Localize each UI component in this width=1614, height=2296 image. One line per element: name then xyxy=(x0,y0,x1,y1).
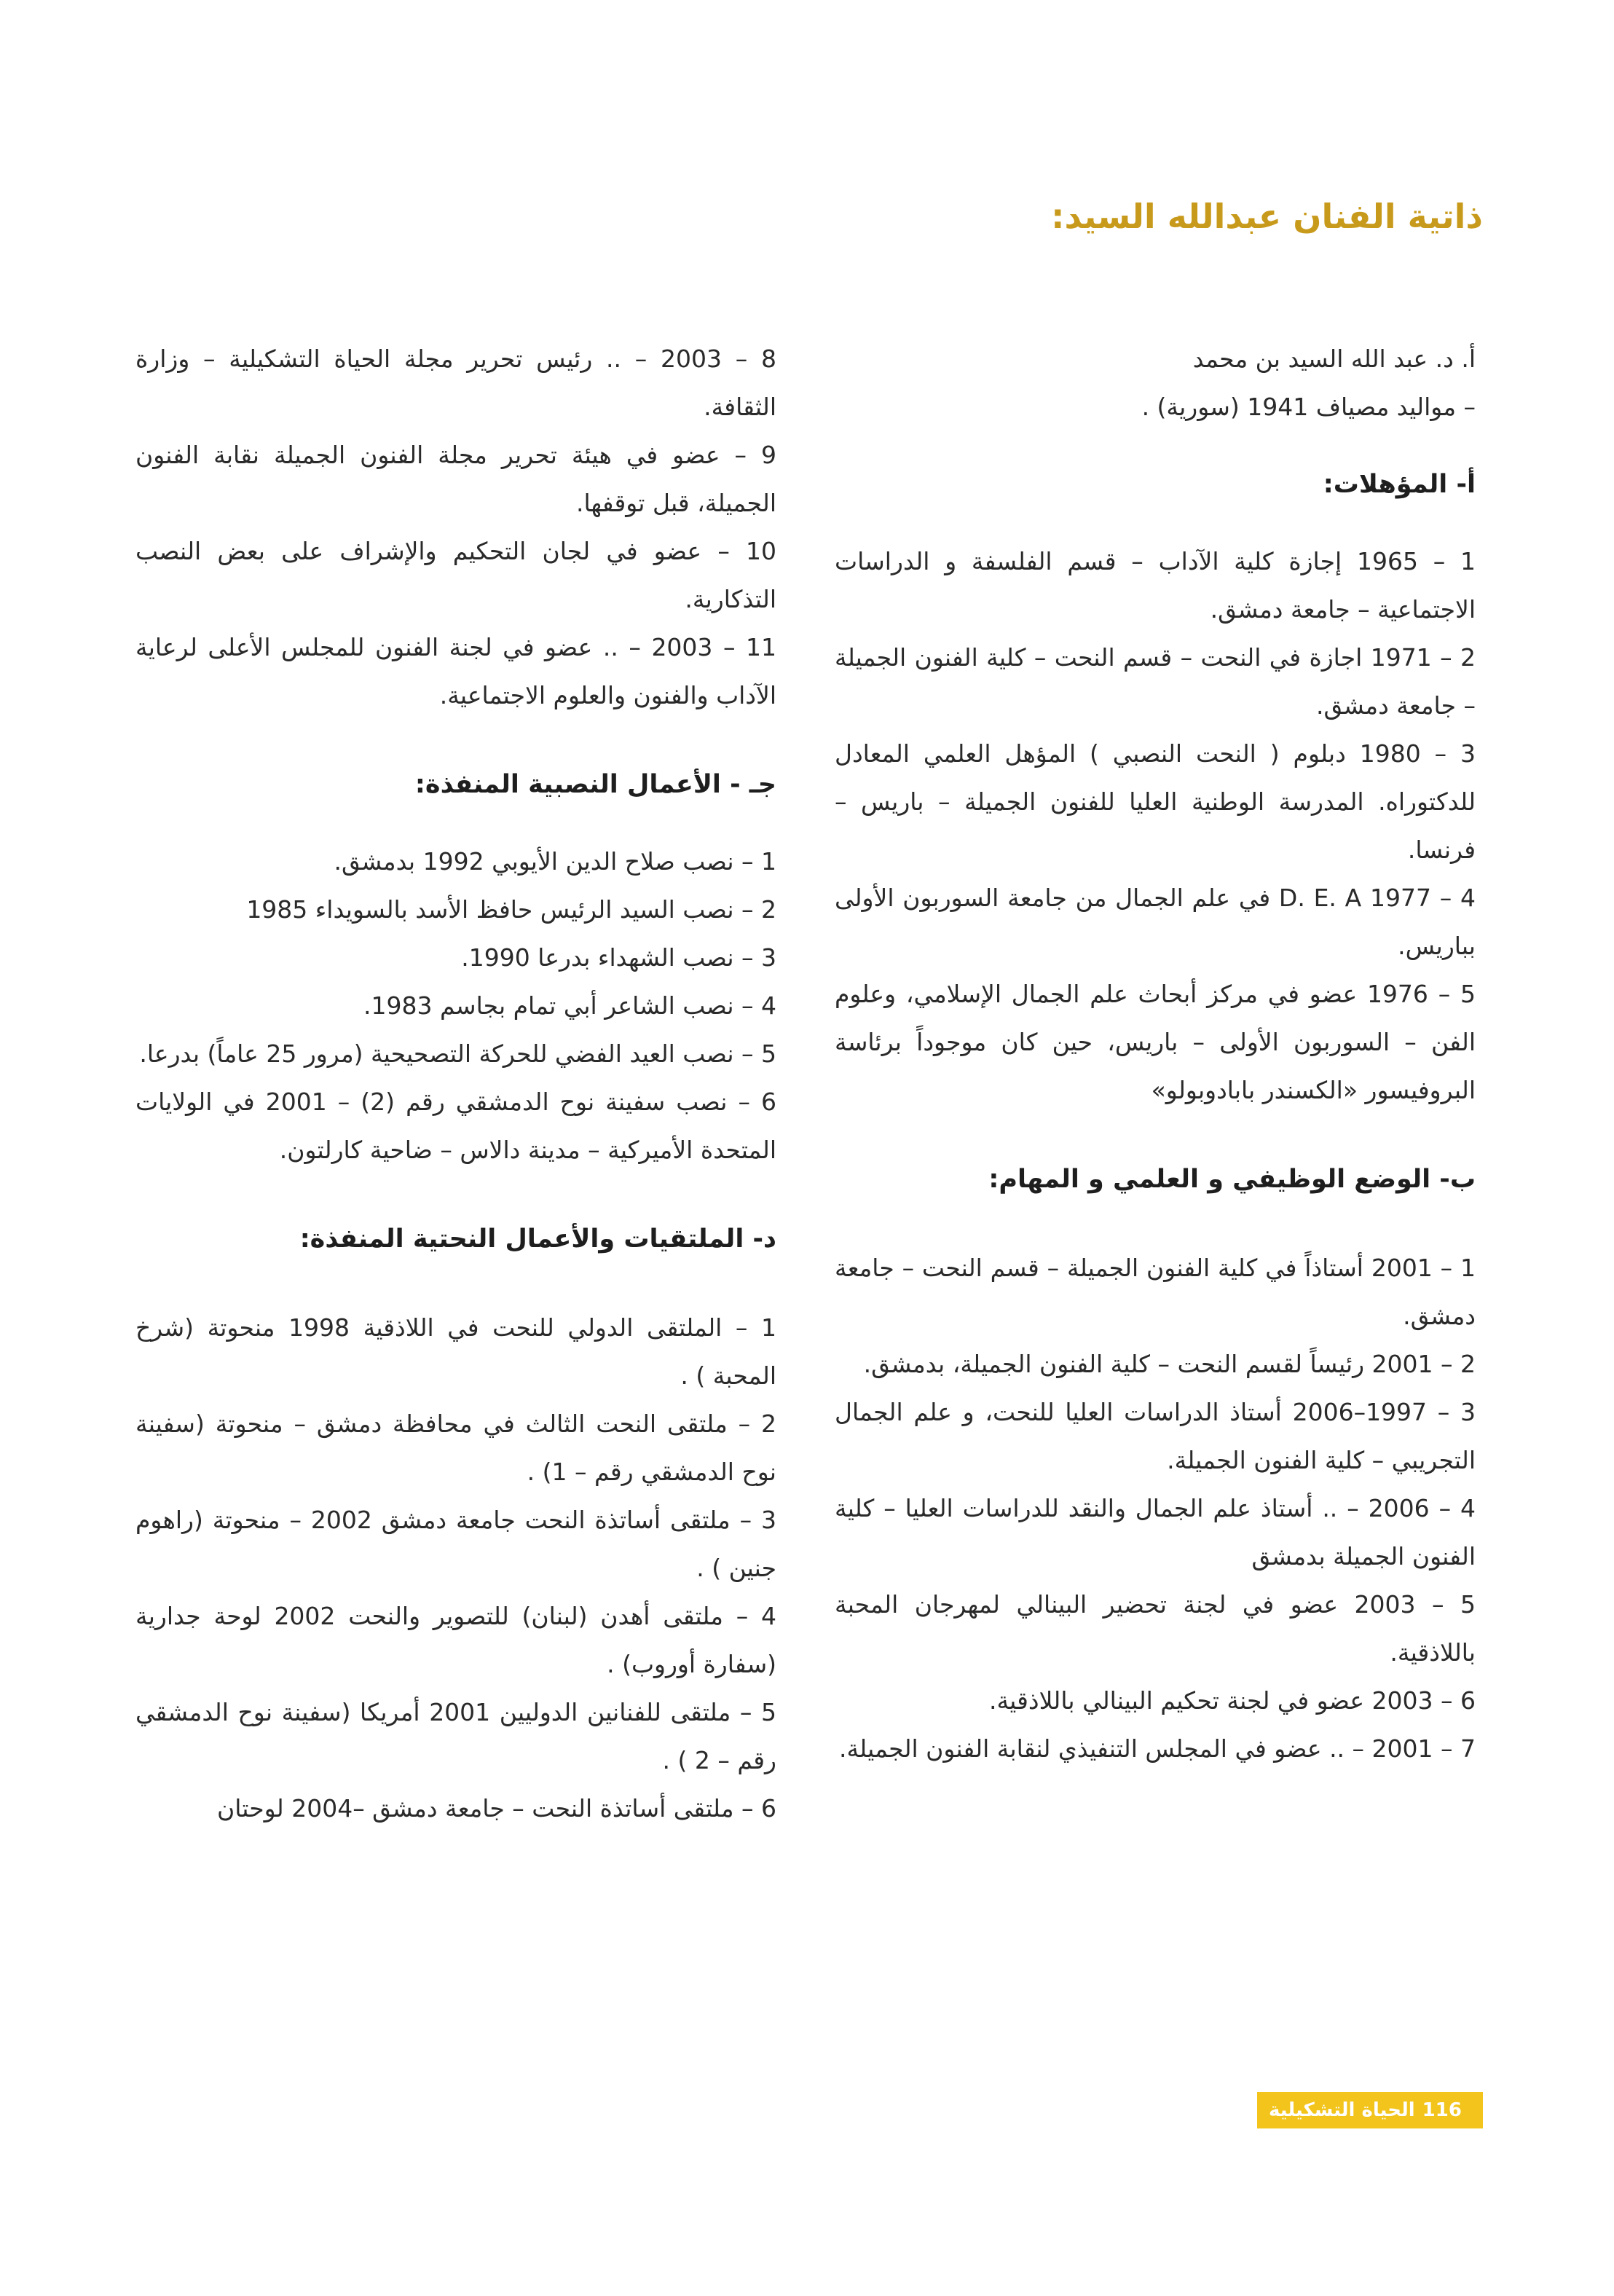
intro-name: أ. د. عبد الله السيد بن محمد xyxy=(1192,345,1476,373)
list-item: 4 – نصب الشاعر أبي تمام بجاسم 1983. xyxy=(363,991,776,1020)
list-item: 2 – ملتقى النحت الثالث في محافظة دمشق – منحوتة (سفينة نوح الدمشقي رقم – 1) . xyxy=(135,1410,776,1486)
list-item: 9 – عضو في هيئة تحرير مجلة الفنون الجميلة نقابة الفنون الجميلة، قبل توقفها. xyxy=(135,441,776,517)
page-footer-tab xyxy=(1257,2092,1483,2128)
list-item: 6 – 2003 عضو في لجنة تحكيم البينالي باللاذقية. xyxy=(989,1686,1476,1715)
list-item: 11 – 2003 – .. عضو في لجنة الفنون للمجلس الأعلى لرعاية الآداب والفنون والعلوم الاجتماعية. xyxy=(135,633,776,709)
list-item: 2 – نصب السيد الرئيس حافظ الأسد بالسويداء 1985 xyxy=(246,895,776,924)
list-item: 3 – 1980 دبلوم ( النحت النصبي ) المؤهل العلمي المعادل للدكتوراه. المدرسة الوطنية العليا للفنون الجميلة – باريس – فرنسا. xyxy=(835,739,1476,864)
list-item: 3 – 1997–2006 أستاذ الدراسات العليا للنحت، و علم الجمال التجريبي – كلية الفنون الجميلة. xyxy=(835,1398,1476,1474)
right-column xyxy=(835,335,1476,1773)
intro-birth: – مواليد مصياف 1941 (سورية) . xyxy=(1141,393,1476,421)
list-item: 5 – 1976 عضو في مركز أبحاث علم الجمال الإسلامي، وعلوم الفن – السوربون الأولى – باريس، حين كان موجوداً برئاسة البروفيسور «الكسندر بابادوبولو» xyxy=(835,980,1476,1104)
list-item: 3 – نصب الشهداء بدرعا 1990. xyxy=(461,943,776,972)
section-b-heading: ب- الوضع الوظيفي و العلمي و المهام: xyxy=(988,1165,1476,1194)
list-item: 8 – 2003 – .. رئيس تحرير مجلة الحياة التشكيلية – وزارة الثقافة. xyxy=(135,345,776,421)
list-item: 2 – 1971 اجازة في النحت – قسم النحت – كلية الفنون الجميلة – جامعة دمشق. xyxy=(835,643,1476,720)
section-a-heading: أ- المؤهلات: xyxy=(1323,470,1476,499)
list-item: 7 – 2001 – .. عضو في المجلس التنفيذي لنقابة الفنون الجميلة. xyxy=(839,1734,1476,1763)
list-item: 6 – نصب سفينة نوح الدمشقي رقم (2) – 2001 في الولايات المتحدة الأميركية – مدينة دالاس – ضاحية كارلتون. xyxy=(135,1088,776,1164)
list-item: 3 – ملتقى أساتذة النحت جامعة دمشق 2002 – منحوتة (راهوم جنين ) . xyxy=(135,1506,776,1582)
list-item: 4 – 2006 – .. أستاذ علم الجمال والنقد للدراسات العليا – كلية الفنون الجميلة بدمشق xyxy=(835,1494,1476,1570)
list-item: 1 – نصب صلاح الدين الأيوبي 1992 بدمشق. xyxy=(334,847,776,876)
list-item: 5 – 2003 عضو في لجنة تحضير البينالي لمهرجان المحبة باللاذقية. xyxy=(835,1590,1476,1667)
list-item: 5 – ملتقى للفنانين الدوليين 2001 أمريكا (سفينة نوح الدمشقي رقم – 2 ) . xyxy=(135,1698,776,1774)
section-d-heading: د- الملتقيات والأعمال النحتية المنفذة: xyxy=(299,1224,776,1254)
list-item: 4 – ملتقى أهدن (لبنان) للتصوير والنحت 2002 لوحة جدارية (سفارة أوروب) . xyxy=(135,1602,776,1678)
left-column xyxy=(135,335,776,1833)
list-item: 10 – عضو في لجان التحكيم والإشراف على بعض النصب التذكارية. xyxy=(135,537,776,613)
section-c-heading: جـ - الأعمال النصبية المنفذة: xyxy=(414,770,776,799)
list-item: 6 – ملتقى أساتذة النحت – جامعة دمشق –2004 لوحتان xyxy=(216,1794,776,1823)
list-item: 1 – 2001 أستاذاً في كلية الفنون الجميلة – قسم النحت – جامعة دمشق. xyxy=(835,1254,1476,1330)
page-number: 116 xyxy=(1422,2099,1462,2121)
magazine-name: الحياة التشكيلية xyxy=(1269,2099,1415,2121)
list-item: 1 – الملتقى الدولي للنحت في اللاذقية 1998 منحوتة (شرخ المحبة ) . xyxy=(135,1313,777,1390)
list-item: 5 – نصب العيد الفضي للحركة التصحيحية (مرور 25 عاماً) بدرعا. xyxy=(139,1039,776,1068)
list-item: 1 – 1965 إجازة كلية الآداب – قسم الفلسفة و الدراسات الاجتماعية – جامعة دمشق. xyxy=(835,547,1476,624)
list-item: 2 – 2001 رئيساً لقسم النحت – كلية الفنون الجميلة، بدمشق. xyxy=(863,1350,1476,1378)
list-item: 4 – D. E. A 1977 في علم الجمال من جامعة السوربون الأولى بباريس. xyxy=(835,884,1476,960)
page-title: ذاتية الفنان عبدالله السيد: xyxy=(1051,197,1483,236)
